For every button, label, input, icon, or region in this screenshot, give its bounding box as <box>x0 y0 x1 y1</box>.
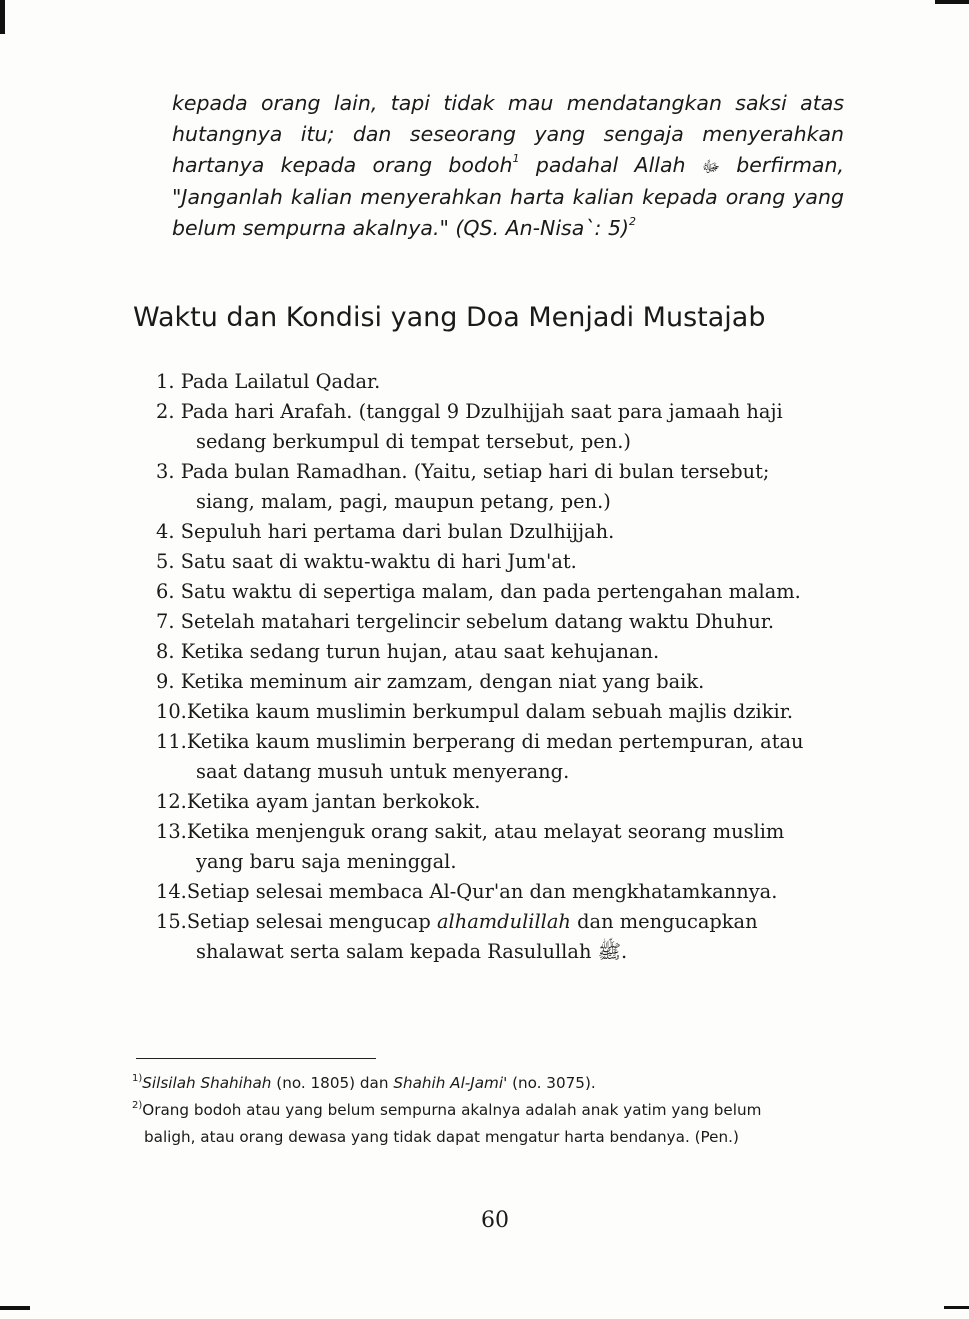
scan-edge-mark-top-left <box>0 0 5 34</box>
list-item: 15.Setiap selesai mengucap alhamdulillah dan mengucapkan shalawat serta salam kepada Rasulullah ﷺ. <box>156 910 758 963</box>
footnote-2-continuation: baligh, atau orang dewasa yang tidak dapat mengatur harta bendanya. (Pen.) <box>144 1128 739 1146</box>
list-item: 11.Ketika kaum muslimin berperang di medan pertempuran, atau saat datang musuh untuk menyerang. <box>156 730 804 783</box>
intro-paragraph <box>172 88 844 244</box>
list-item: 5. Satu saat di waktu-waktu di hari Jum'at. <box>156 550 577 573</box>
list-item: 8. Ketika sedang turun hujan, atau saat kehujanan. <box>156 640 660 663</box>
scan-edge-mark-top-right <box>935 0 969 4</box>
scan-edge-mark-bottom-right <box>944 1306 969 1309</box>
list-item: 14.Setiap selesai membaca Al-Qur'an dan mengkhatamkannya. <box>156 880 778 903</box>
list-item: 6. Satu waktu di sepertiga malam, dan pada pertengahan malam. <box>156 580 801 603</box>
list-item: 7. Setelah matahari tergelincir sebelum datang waktu Dhuhur. <box>156 610 775 633</box>
list-item: 10.Ketika kaum muslimin berkumpul dalam sebuah majlis dzikir. <box>156 700 794 723</box>
list-item: 1. Pada Lailatul Qadar. <box>156 370 381 393</box>
list-item: 2. Pada hari Arafah. (tanggal 9 Dzulhijjah saat para jamaah haji sedang berkumpul di tempat tersebut, pen.) <box>156 400 783 453</box>
list-item: 13.Ketika menjenguk orang sakit, atau melayat seorang muslim yang baru saja meninggal. <box>156 820 785 873</box>
footnote-ref-2: 2 <box>629 215 636 228</box>
list-item: 9. Ketika meminum air zamzam, dengan niat yang baik. <box>156 670 705 693</box>
list-item: 12.Ketika ayam jantan berkokok. <box>156 790 481 813</box>
honorific-glyph: ﷻ <box>701 157 720 176</box>
footnote-2: $^{2)}$Orang bodoh atau yang belum sempurna akalnya adalah anak yatim yang belum <box>132 1100 762 1119</box>
footnote-ref-1: 1 <box>512 152 520 165</box>
numbered-list <box>156 367 848 967</box>
intro-text-part3: berfirman, "Janganlah kalian menyerahkan harta kalian kepada orang yang belum sempurna akalnya." (QS. An-Nisa`: 5) <box>172 153 845 240</box>
list-item: 3. Pada bulan Ramadhan. (Yaitu, setiap hari di bulan tersebut; siang, malam, pagi, maupun petang, pen.) <box>156 460 770 513</box>
scan-edge-mark-bottom-left <box>0 1306 30 1310</box>
footnote-1: $^{1)}$Silsilah Shahihah (no. 1805) dan Shahih Al-Jami' (no. 3075). <box>132 1073 596 1092</box>
footnote-divider <box>136 1058 376 1059</box>
intro-text-part2: padahal Allah <box>519 153 702 177</box>
list-item: 4. Sepuluh hari pertama dari bulan Dzulhijjah. <box>156 520 615 543</box>
section-heading: Waktu dan Kondisi yang Doa Menjadi Mustajab <box>133 302 766 333</box>
page-number: 60 <box>481 1208 509 1233</box>
footnotes <box>132 1070 852 1151</box>
intro-text-part1: kepada orang lain, tapi tidak mau mendatangkan saksi atas hutangnya itu; dan seseorang yang sengaja menyerahkan hartanya kepada orang bodoh <box>172 91 844 177</box>
